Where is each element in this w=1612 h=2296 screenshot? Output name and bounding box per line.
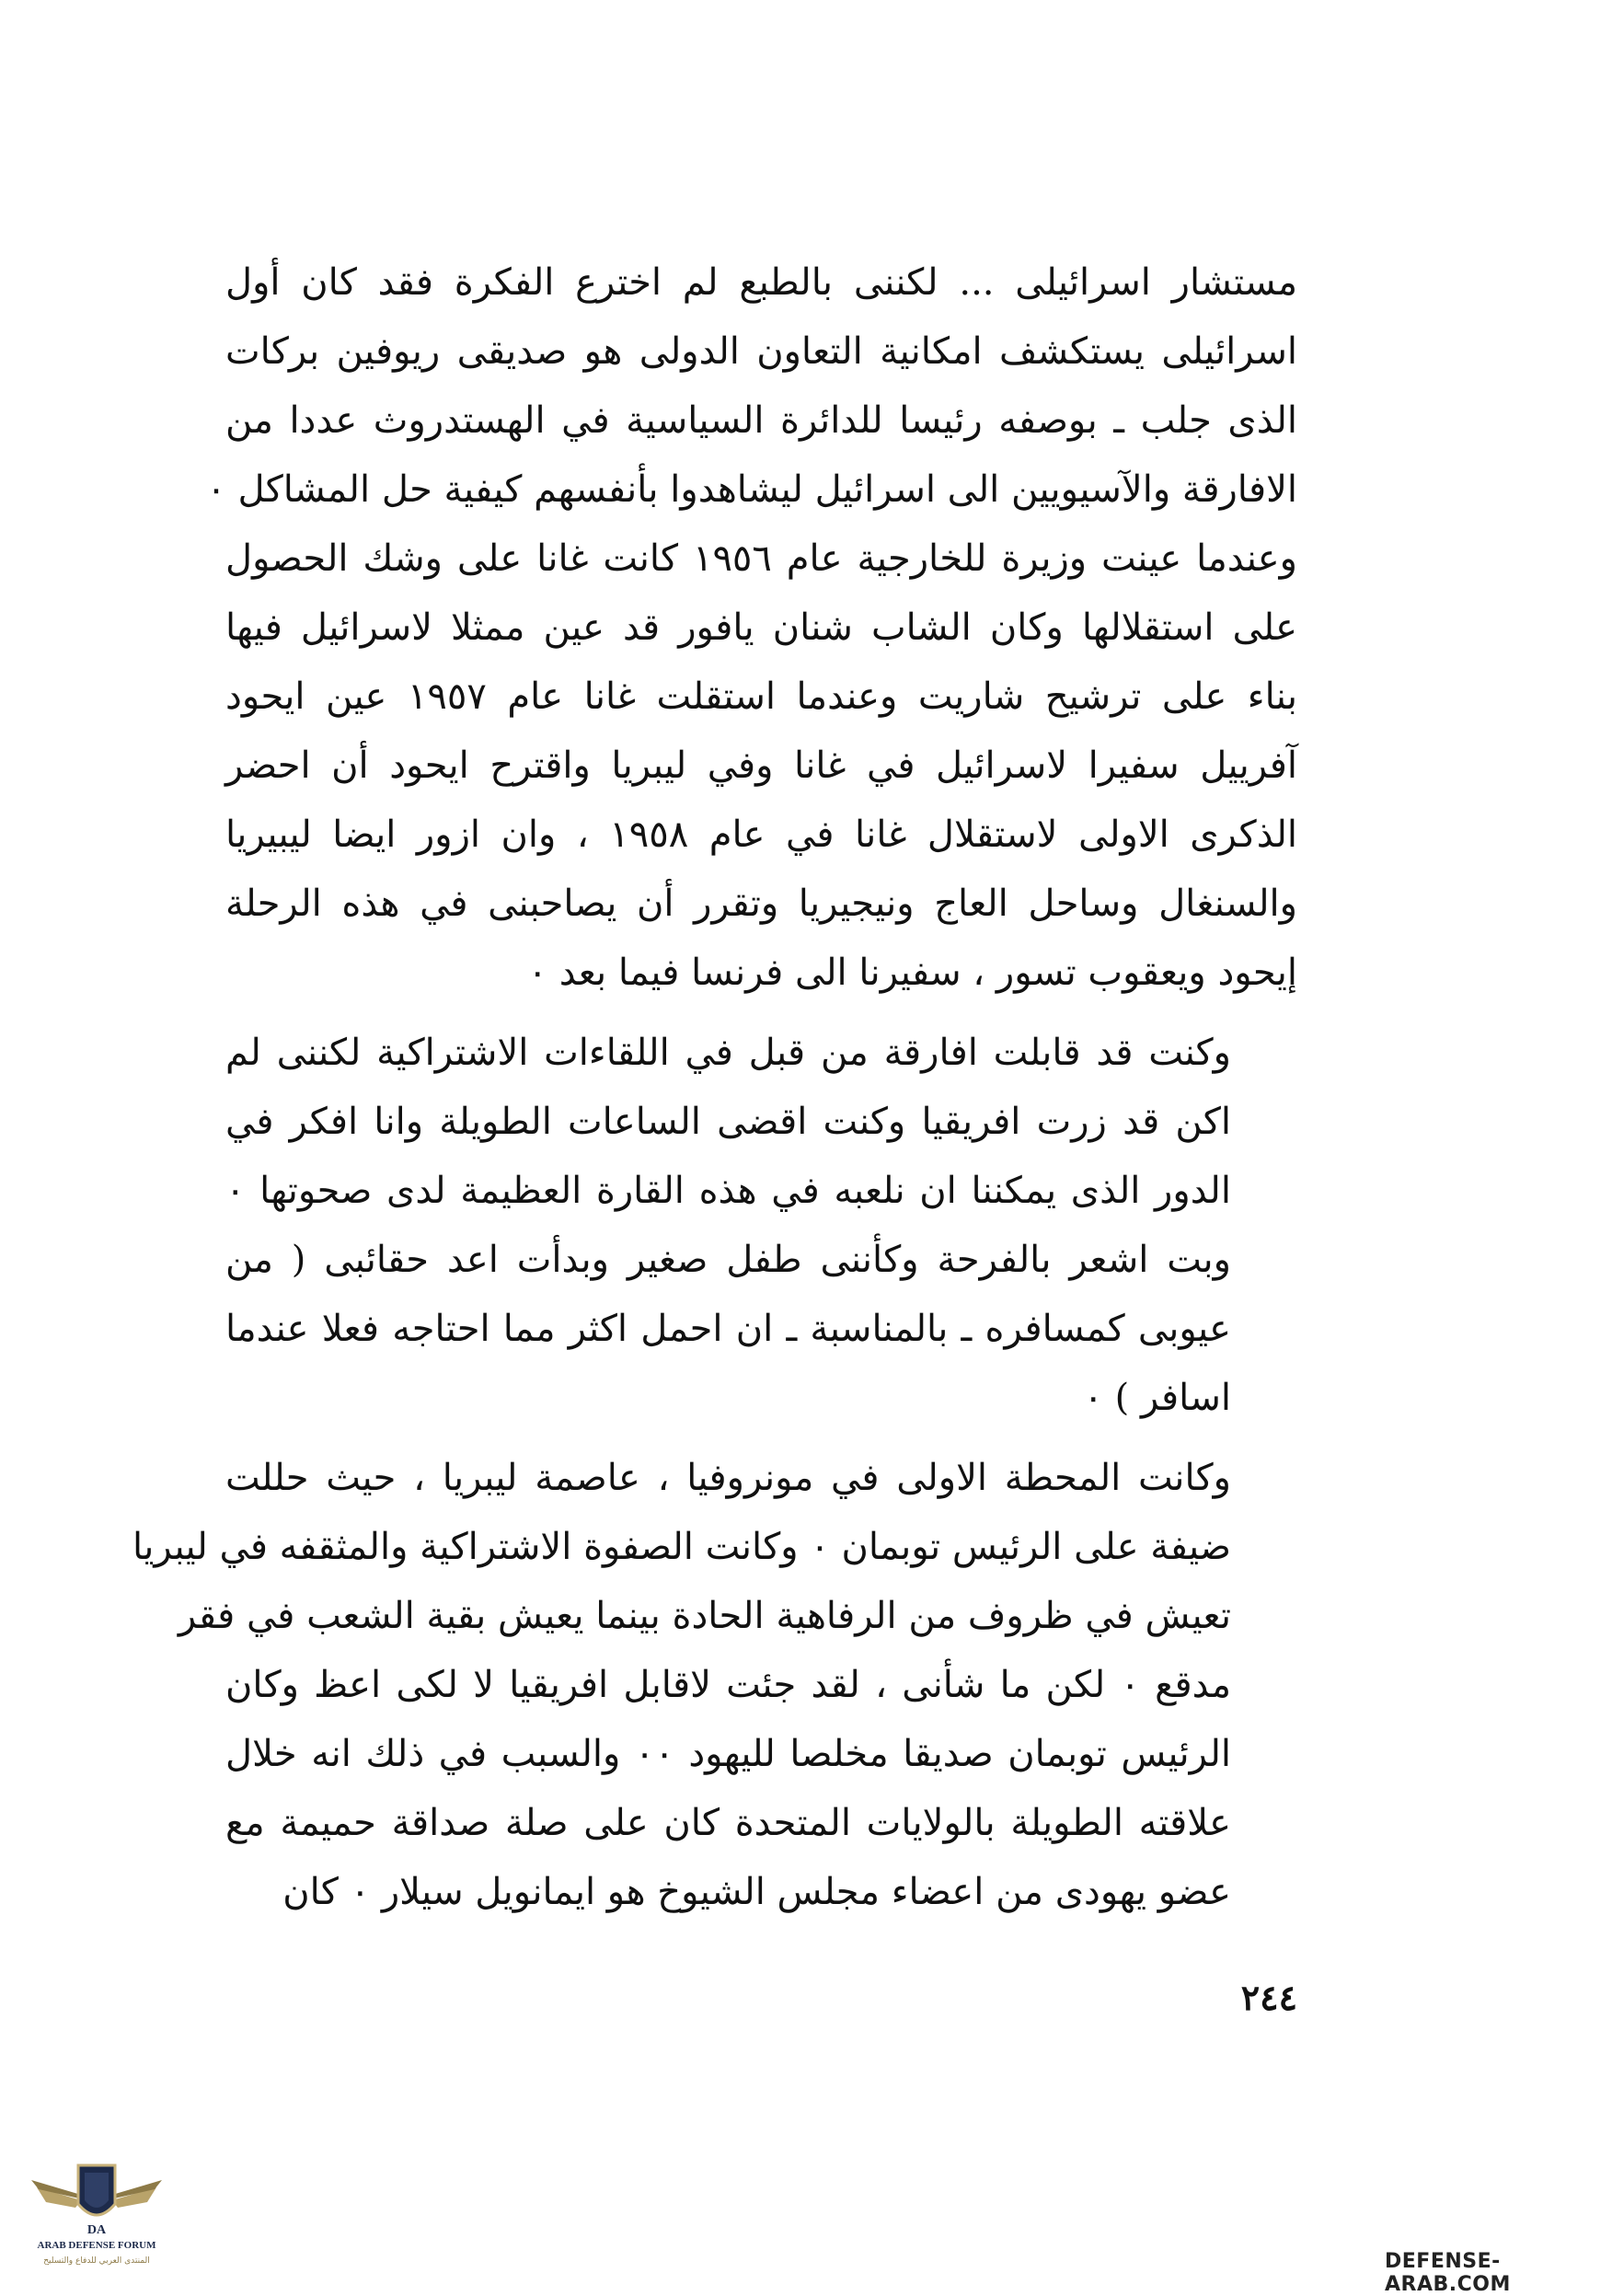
text-line: عيوبى كمسافره ـ بالمناسبة ـ ان احمل اكثر مما احتاجه فعلا عندما (225, 1308, 1231, 1350)
text-line: تعيش في ظروف من الرفاهية الحادة بينما يعيش بقية الشعب في فقر (178, 1595, 1231, 1637)
text-line: مدقع ٠ لكن ما شأنى ، لقد جئت لاقابل افريقيا لا لكى اعظ وكان (225, 1664, 1231, 1706)
text-line: عضو يهودى من اعضاء مجلس الشيوخ هو ايمانويل سيلار ٠ كان (282, 1871, 1231, 1913)
text-line: آفرييل سفيرا لاسرائيل في غانا وفي ليبريا واقترح ايحود أن احضر (225, 744, 1297, 787)
paragraph (132, 1444, 1297, 1927)
text-line: اسرائيلى يستكشف امكانية التعاون الدولى هو صديقى ريوفين بركات (225, 330, 1297, 373)
paragraph (206, 248, 1298, 1008)
text-line: الدور الذى يمكننا ان نلعبه في هذه القارة العظيمة لدى صحوتها ٠ (225, 1170, 1231, 1212)
logo-subtitle: المنتدى العربي للدفاع والتسليح (43, 2256, 150, 2266)
text-line: اسافر ) ٠ (1083, 1377, 1231, 1419)
text-line: الافارقة والآسيويين الى اسرائيل ليشاهدوا بأنفسهم كيفية حل المشاكل ٠ (206, 468, 1297, 511)
text-line: على استقلالها وكان الشاب شنان يافور قد عين ممثلا لاسرائيل فيها (225, 606, 1297, 649)
text-line: علاقته الطويلة بالولايات المتحدة كان على صلة صداقة حميمة مع (225, 1802, 1231, 1844)
text-line: وعندما عينت وزيرة للخارجية عام ١٩٥٦ كانت غانا على وشك الحصول (225, 537, 1297, 580)
text-line: الرئيس توبمان صديقا مخلصا لليهود ٠٠ والسبب في ذلك انه خلال (225, 1733, 1231, 1775)
page-number: ٢٤٤ (1240, 1977, 1297, 2018)
logo-mark: DA (86, 2223, 107, 2237)
text-line: مستشار اسرائيلى ... لكننى بالطبع لم اخترع الفكرة فقد كان أول (225, 261, 1297, 304)
logo-title: ARAB DEFENSE FORUM (37, 2240, 156, 2251)
text-line: وكنت قد قابلت افارقة من قبل في اللقاءات الاشتراكية لكننى لم (225, 1032, 1231, 1074)
text-line: ضيفة على الرئيس توبمان ٠ وكانت الصفوة الاشتراكية والمثقفه في ليبريا (132, 1526, 1231, 1568)
arab-defense-forum-logo (28, 2149, 166, 2278)
footer-site-url[interactable]: DEFENSE-ARAB.COM (1385, 2250, 1511, 2296)
text-line: الذى جلب ـ بوصفه رئيسا للدائرة السياسية في الهستدروث عددا من (225, 399, 1297, 442)
body-text (132, 248, 1298, 1927)
text-line: اكن قد زرت افريقيا وكنت اقضى الساعات الطويلة وانا افكر في (225, 1101, 1231, 1143)
text-line: الذكرى الاولى لاستقلال غانا في عام ١٩٥٨ ، وان ازور ايضا ليبيريا (225, 813, 1298, 856)
text-line: وكانت المحطة الاولى في مونروفيا ، عاصمة ليبريا ، حيث حللت (225, 1457, 1231, 1499)
text-line: والسنغال وساحل العاج ونيجيريا وتقرر أن يصاحبنى في هذه الرحلة (225, 883, 1297, 925)
text-line: إيحود ويعقوب تسور ، سفيرنا الى فرنسا فيما بعد ٠ (527, 952, 1297, 994)
paragraph (225, 1019, 1297, 1433)
text-line: بناء على ترشيح شاريت وعندما استقلت غانا عام ١٩٥٧ عين ايحود (225, 675, 1297, 718)
text-line: وبت اشعر بالفرحة وكأننى طفل صغير وبدأت اعد حقائبى ( من (225, 1239, 1231, 1281)
